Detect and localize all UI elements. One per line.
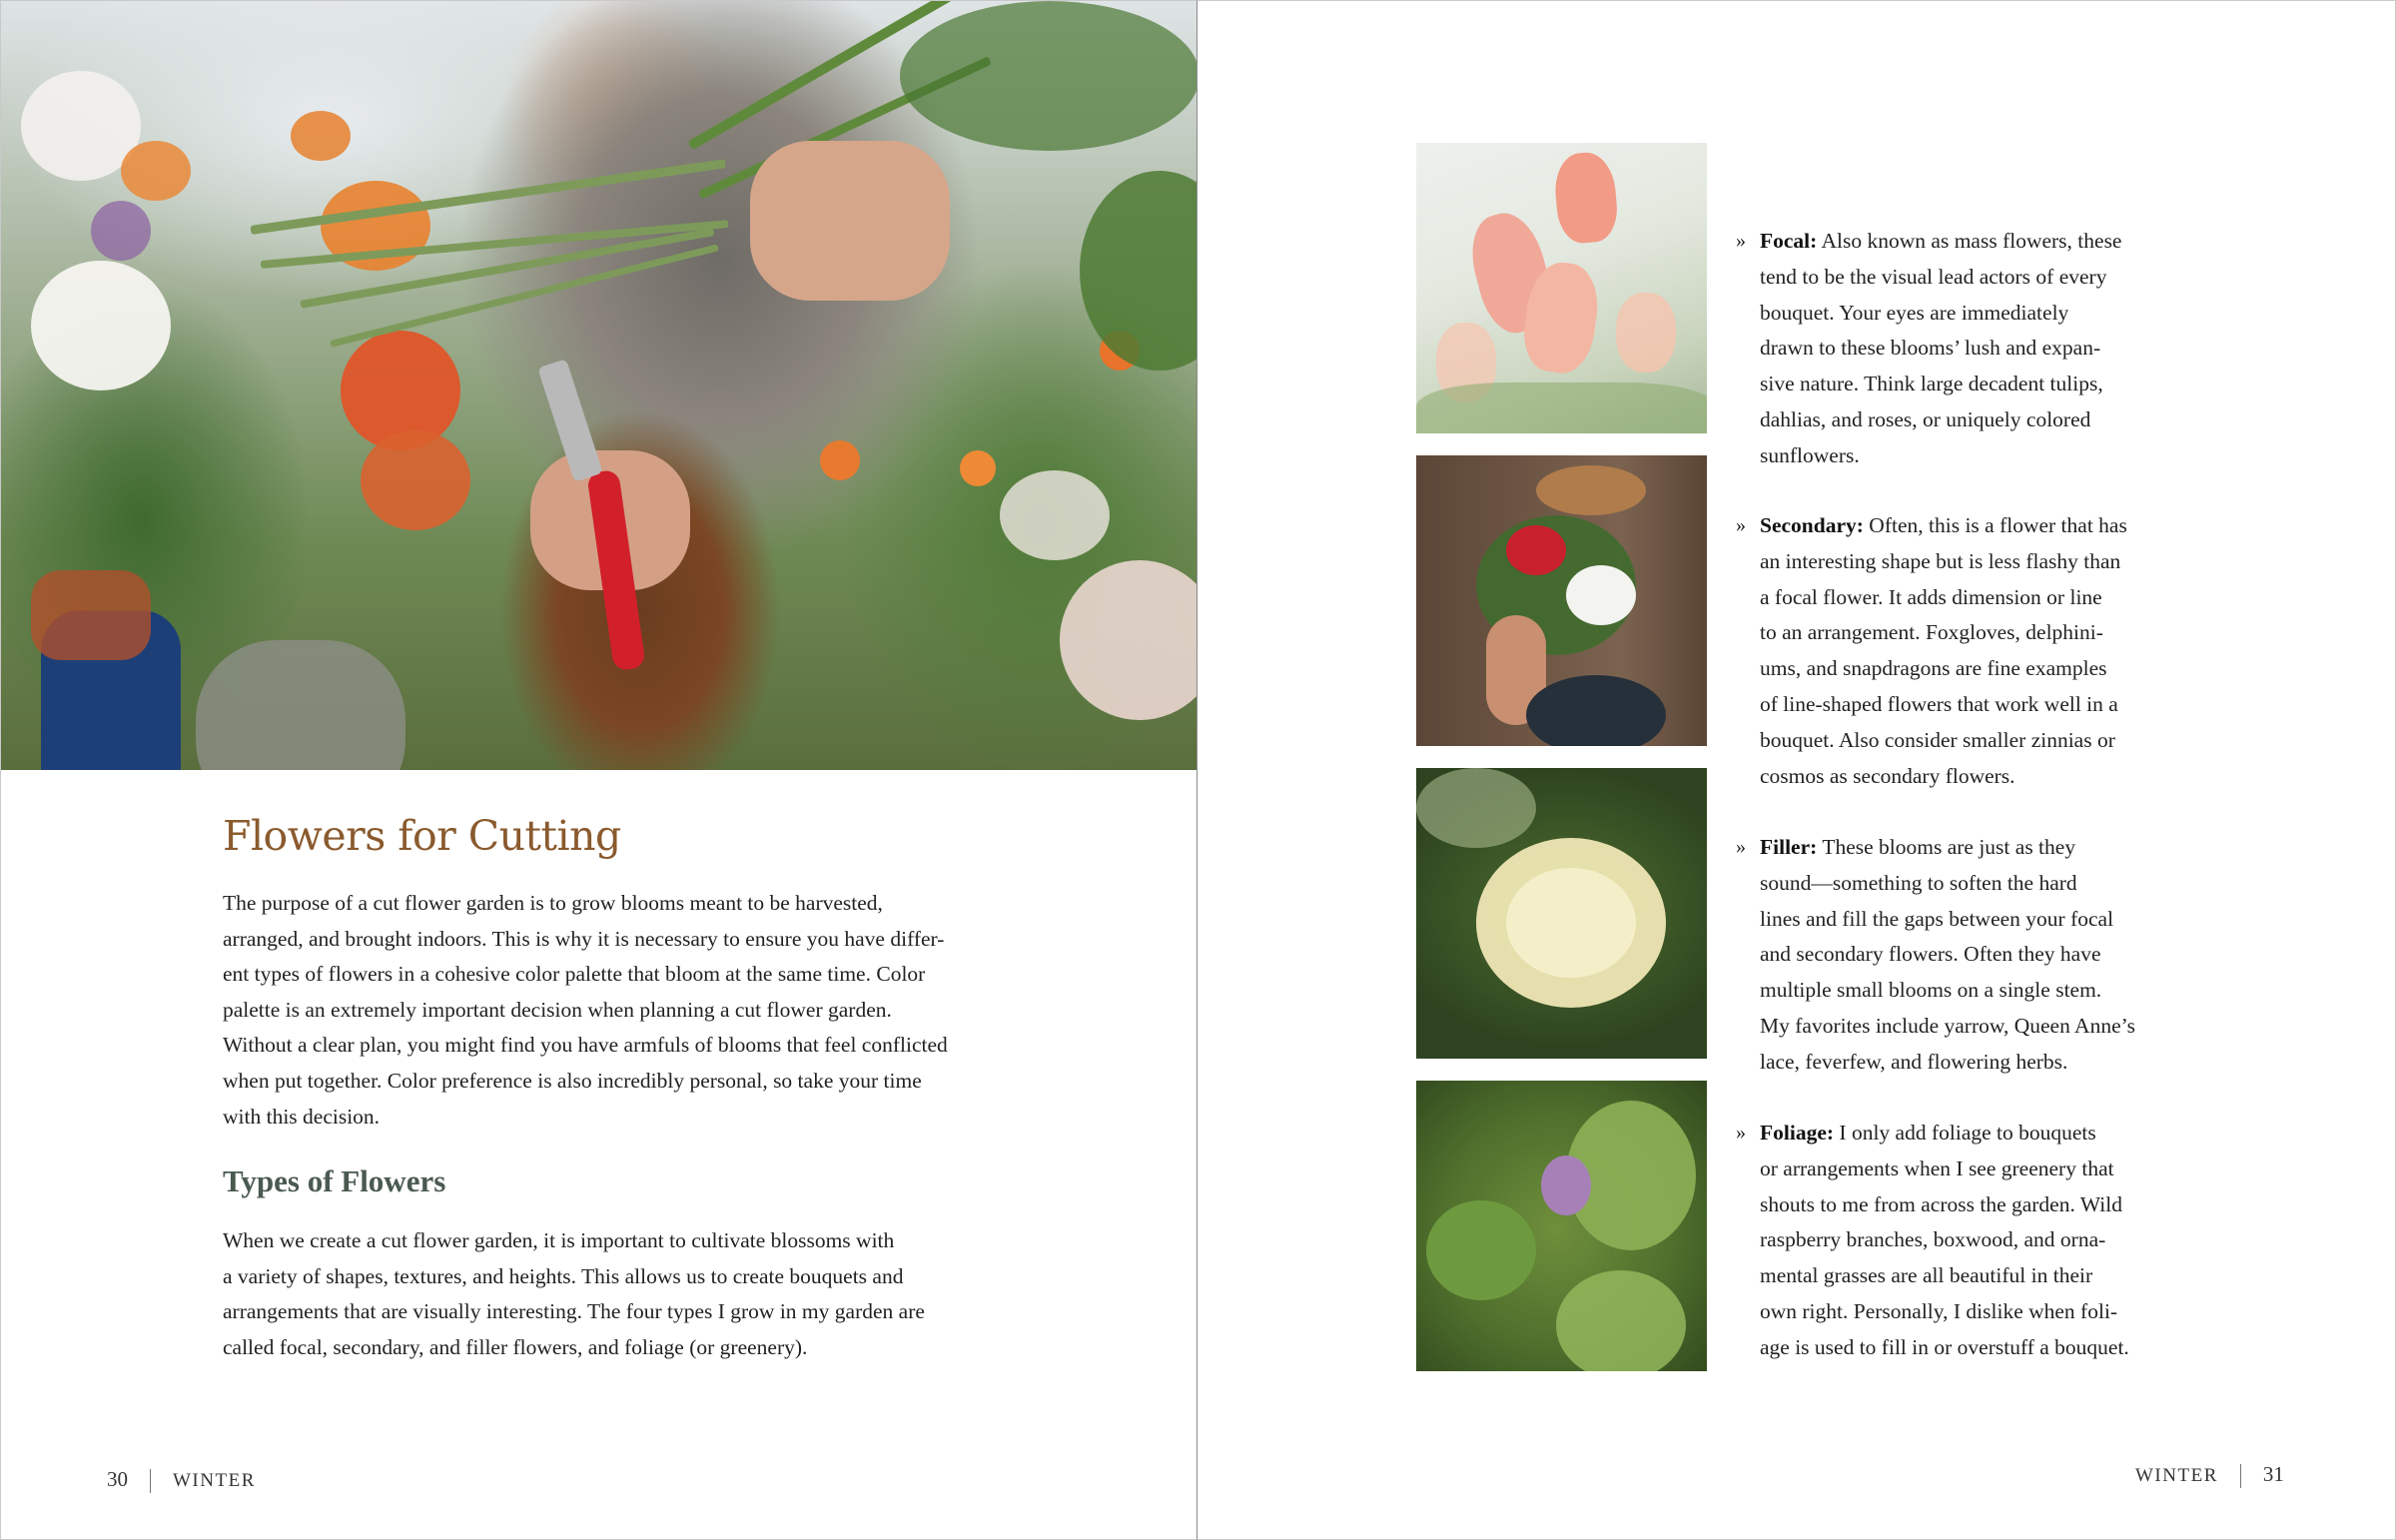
intro-line: ent types of flowers in a cohesive color palette that bloom at the same time. Color	[223, 962, 926, 987]
photo-filler-feverfew	[1416, 768, 1707, 1059]
page-number: 30	[107, 1467, 128, 1491]
item-term: Focal:	[1760, 229, 1818, 253]
intro-line: The purpose of a cut flower garden is to grow blooms meant to be harvested,	[223, 891, 883, 915]
folio-divider	[2240, 1464, 2241, 1488]
item-text: Often, this is a flower that has	[1869, 513, 2127, 537]
item-line: or arrangements when I see greenery that	[1760, 1155, 2114, 1180]
item-term: Foliage:	[1760, 1121, 1835, 1145]
intro-paragraph	[223, 886, 948, 1135]
item-line: raspberry branches, boxwood, and orna-	[1760, 1227, 2106, 1252]
photo-secondary-bouquet	[1416, 455, 1707, 746]
bullet-marker: »	[1736, 1122, 1746, 1144]
bullet-marker: »	[1736, 836, 1746, 858]
page-number: 31	[2262, 1462, 2284, 1486]
left-page	[0, 0, 1197, 1540]
item-line: dahlias, and roses, or uniquely colored	[1760, 406, 2091, 431]
item-line: an interesting shape but is less flashy than	[1760, 548, 2121, 573]
types-line: called focal, secondary, and filler flowers, and foliage (or greenery).	[223, 1334, 808, 1359]
item-text: I only add foliage to bouquets	[1839, 1121, 2096, 1145]
intro-line: with this decision.	[223, 1104, 381, 1129]
item-line: drawn to these blooms’ lush and expan-	[1760, 336, 2101, 361]
item-line: to an arrangement. Foxgloves, delphini-	[1760, 620, 2103, 645]
running-head: WINTER	[173, 1470, 256, 1491]
subheading: Types of Flowers	[223, 1163, 446, 1198]
item-line: sound—something to soften the hard	[1760, 870, 2077, 895]
intro-line: palette is an extremely important decision when planning a cut flower garden.	[223, 997, 892, 1022]
intro-line: when put together. Color preference is also incredibly personal, so take your time	[223, 1068, 922, 1093]
types-line: When we create a cut flower garden, it is important to cultivate blossoms with	[223, 1228, 895, 1252]
running-head: WINTER	[2135, 1465, 2218, 1486]
item-line: bouquet. Your eyes are immediately	[1760, 300, 2069, 325]
item-line: bouquet. Also consider smaller zinnias or	[1760, 727, 2115, 752]
item-line: age is used to fill in or overstuff a bouquet.	[1760, 1334, 2129, 1359]
item-line: shouts to me from across the garden. Wild	[1760, 1191, 2122, 1216]
item-term: Filler:	[1760, 835, 1818, 859]
item-line: a focal flower. It adds dimension or line	[1760, 584, 2102, 609]
item-line: lace, feverfew, and flowering herbs.	[1760, 1049, 2068, 1074]
item-line: sunflowers.	[1760, 442, 1860, 467]
item-line: mental grasses are all beautiful in their	[1760, 1263, 2093, 1288]
intro-line: arranged, and brought indoors. This is why it is necessary to ensure you have differ-	[223, 926, 945, 951]
types-line: a variety of shapes, textures, and heights. This allows us to create bouquets and	[223, 1263, 904, 1288]
item-line: of line-shaped flowers that work well in a	[1760, 691, 2118, 716]
item-line: lines and fill the gaps between your focal	[1760, 906, 2114, 931]
types-line: arrangements that are visually interesting. The four types I grow in my garden are	[223, 1299, 925, 1324]
item-text: Also known as mass flowers, these	[1821, 229, 2122, 253]
item-line: ums, and snapdragons are fine examples	[1760, 656, 2107, 681]
item-line: own right. Personally, I dislike when foli-	[1760, 1298, 2118, 1323]
photo-focal-tulips	[1416, 143, 1707, 433]
photo-foliage-greenery	[1416, 1081, 1707, 1371]
section-heading: Flowers for Cutting	[223, 812, 621, 860]
item-line: sive nature. Think large decadent tulips,	[1760, 372, 2103, 396]
bullet-marker: »	[1736, 230, 1746, 252]
left-folio	[107, 1467, 256, 1493]
item-line: multiple small blooms on a single stem.	[1760, 978, 2102, 1003]
bullet-marker: »	[1736, 514, 1746, 536]
item-line: cosmos as secondary flowers.	[1760, 763, 2015, 788]
item-text: These blooms are just as they	[1822, 835, 2076, 859]
item-term: Secondary:	[1760, 513, 1864, 537]
item-line: My favorites include yarrow, Queen Anne’s	[1760, 1013, 2135, 1038]
item-line: and secondary flowers. Often they have	[1760, 942, 2101, 967]
hero-photo-cutting-flowers	[1, 1, 1198, 770]
types-paragraph	[223, 1223, 925, 1365]
item-line: tend to be the visual lead actors of every	[1760, 264, 2107, 289]
right-folio	[2135, 1462, 2284, 1488]
intro-line: Without a clear plan, you might find you have armfuls of blooms that feel conflicted	[223, 1033, 948, 1058]
folio-divider	[150, 1469, 151, 1493]
